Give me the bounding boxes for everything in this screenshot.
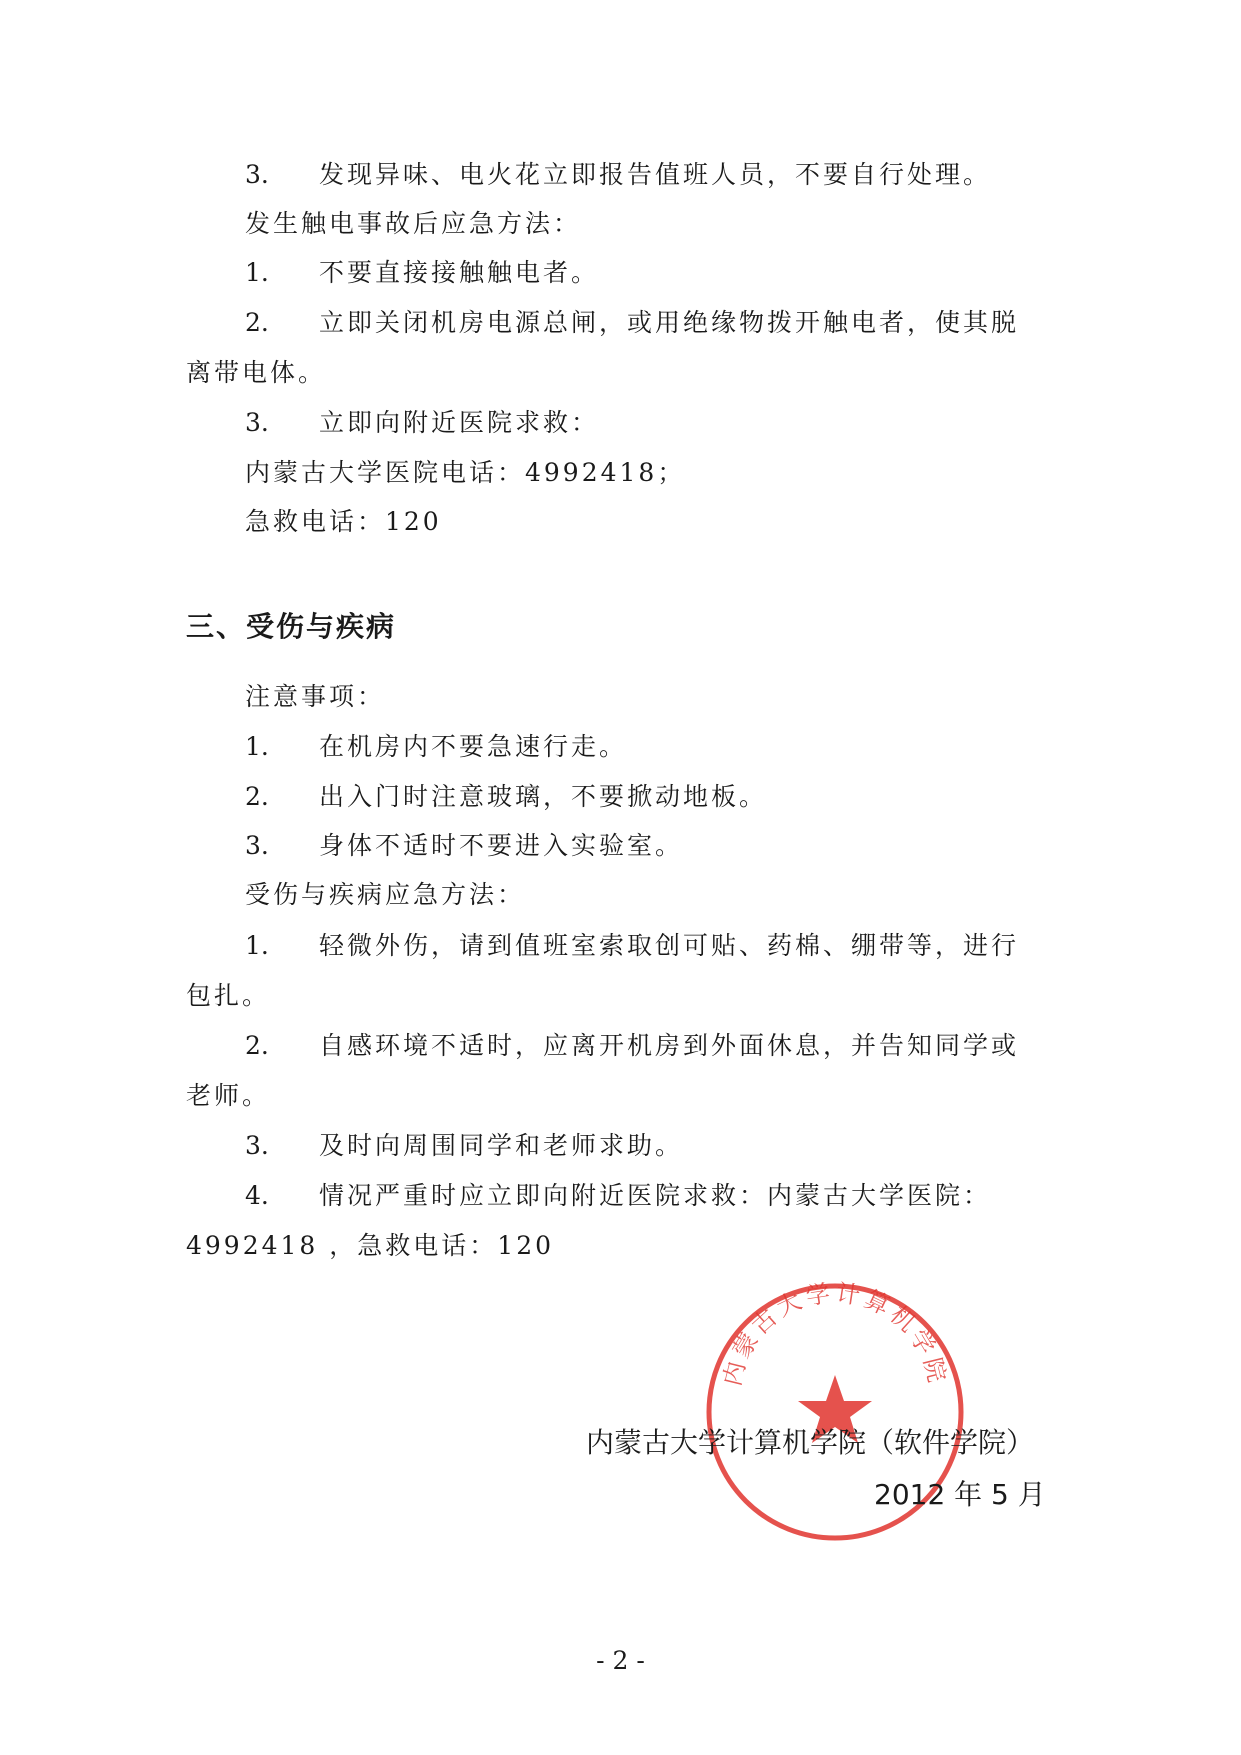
list-item: 发现异味、电火花立即报告值班人员，不要自行处理。 <box>319 160 992 189</box>
item-number: 4. <box>245 1181 269 1210</box>
list-item: 不要直接接触触电者。 <box>319 258 600 287</box>
section-heading: 三、受伤与疾病 <box>186 610 397 643</box>
list-item: 轻微外伤，请到值班室索取创可贴、药棉、绷带等，进行 <box>319 931 1020 960</box>
item-number: 3. <box>245 1131 269 1160</box>
item-number: 1. <box>245 732 269 761</box>
hospital-phone: 内蒙古大学医院电话：4992418； <box>245 458 686 487</box>
list-item: 情况严重时应立即向附近医院求救：内蒙古大学医院： <box>319 1181 992 1210</box>
list-item: 身体不适时不要进入实验室。 <box>319 831 684 860</box>
seal-text: 内蒙古大学计算机学院 <box>718 1278 952 1389</box>
notes-title: 注意事项： <box>245 682 386 711</box>
item-number: 2. <box>245 782 269 811</box>
list-item: 立即关闭机房电源总闸，或用绝缘物拨开触电者，使其脱 <box>319 308 1020 337</box>
signature-date: 2012 年 5 月 <box>874 1478 1046 1511</box>
item-number: 3. <box>245 831 269 860</box>
organization-name: 内蒙古大学计算机学院（软件学院） <box>586 1426 1035 1459</box>
emergency-title: 受伤与疾病应急方法： <box>245 880 526 909</box>
list-item: 及时向周围同学和老师求助。 <box>319 1131 684 1160</box>
svg-text:内蒙古大学计算机学院 <box>718 1279 952 1389</box>
page-number: - 2 - <box>596 1646 645 1675</box>
list-item: 自感环境不适时，应离开机房到外面休息，并告知同学或 <box>319 1031 1020 1060</box>
emergency-title: 发生触电事故后应急方法： <box>245 209 582 238</box>
item-number: 1. <box>245 931 269 960</box>
list-item-continuation: 老师。 <box>186 1081 271 1110</box>
item-number: 2. <box>245 1031 269 1060</box>
list-item: 立即向附近医院求救： <box>319 408 600 437</box>
item-number: 3. <box>245 160 269 189</box>
list-item-continuation: 包扎。 <box>186 981 271 1010</box>
list-item: 在机房内不要急速行走。 <box>319 732 628 761</box>
item-number: 3. <box>245 408 269 437</box>
list-item: 出入门时注意玻璃，不要掀动地板。 <box>319 782 768 811</box>
list-item-continuation: 4992418 ，急救电话：120 <box>186 1231 555 1260</box>
ambulance-phone: 急救电话：120 <box>245 507 442 536</box>
item-number: 1. <box>245 258 269 287</box>
list-item-continuation: 离带电体。 <box>186 358 327 387</box>
item-number: 2. <box>245 308 269 337</box>
